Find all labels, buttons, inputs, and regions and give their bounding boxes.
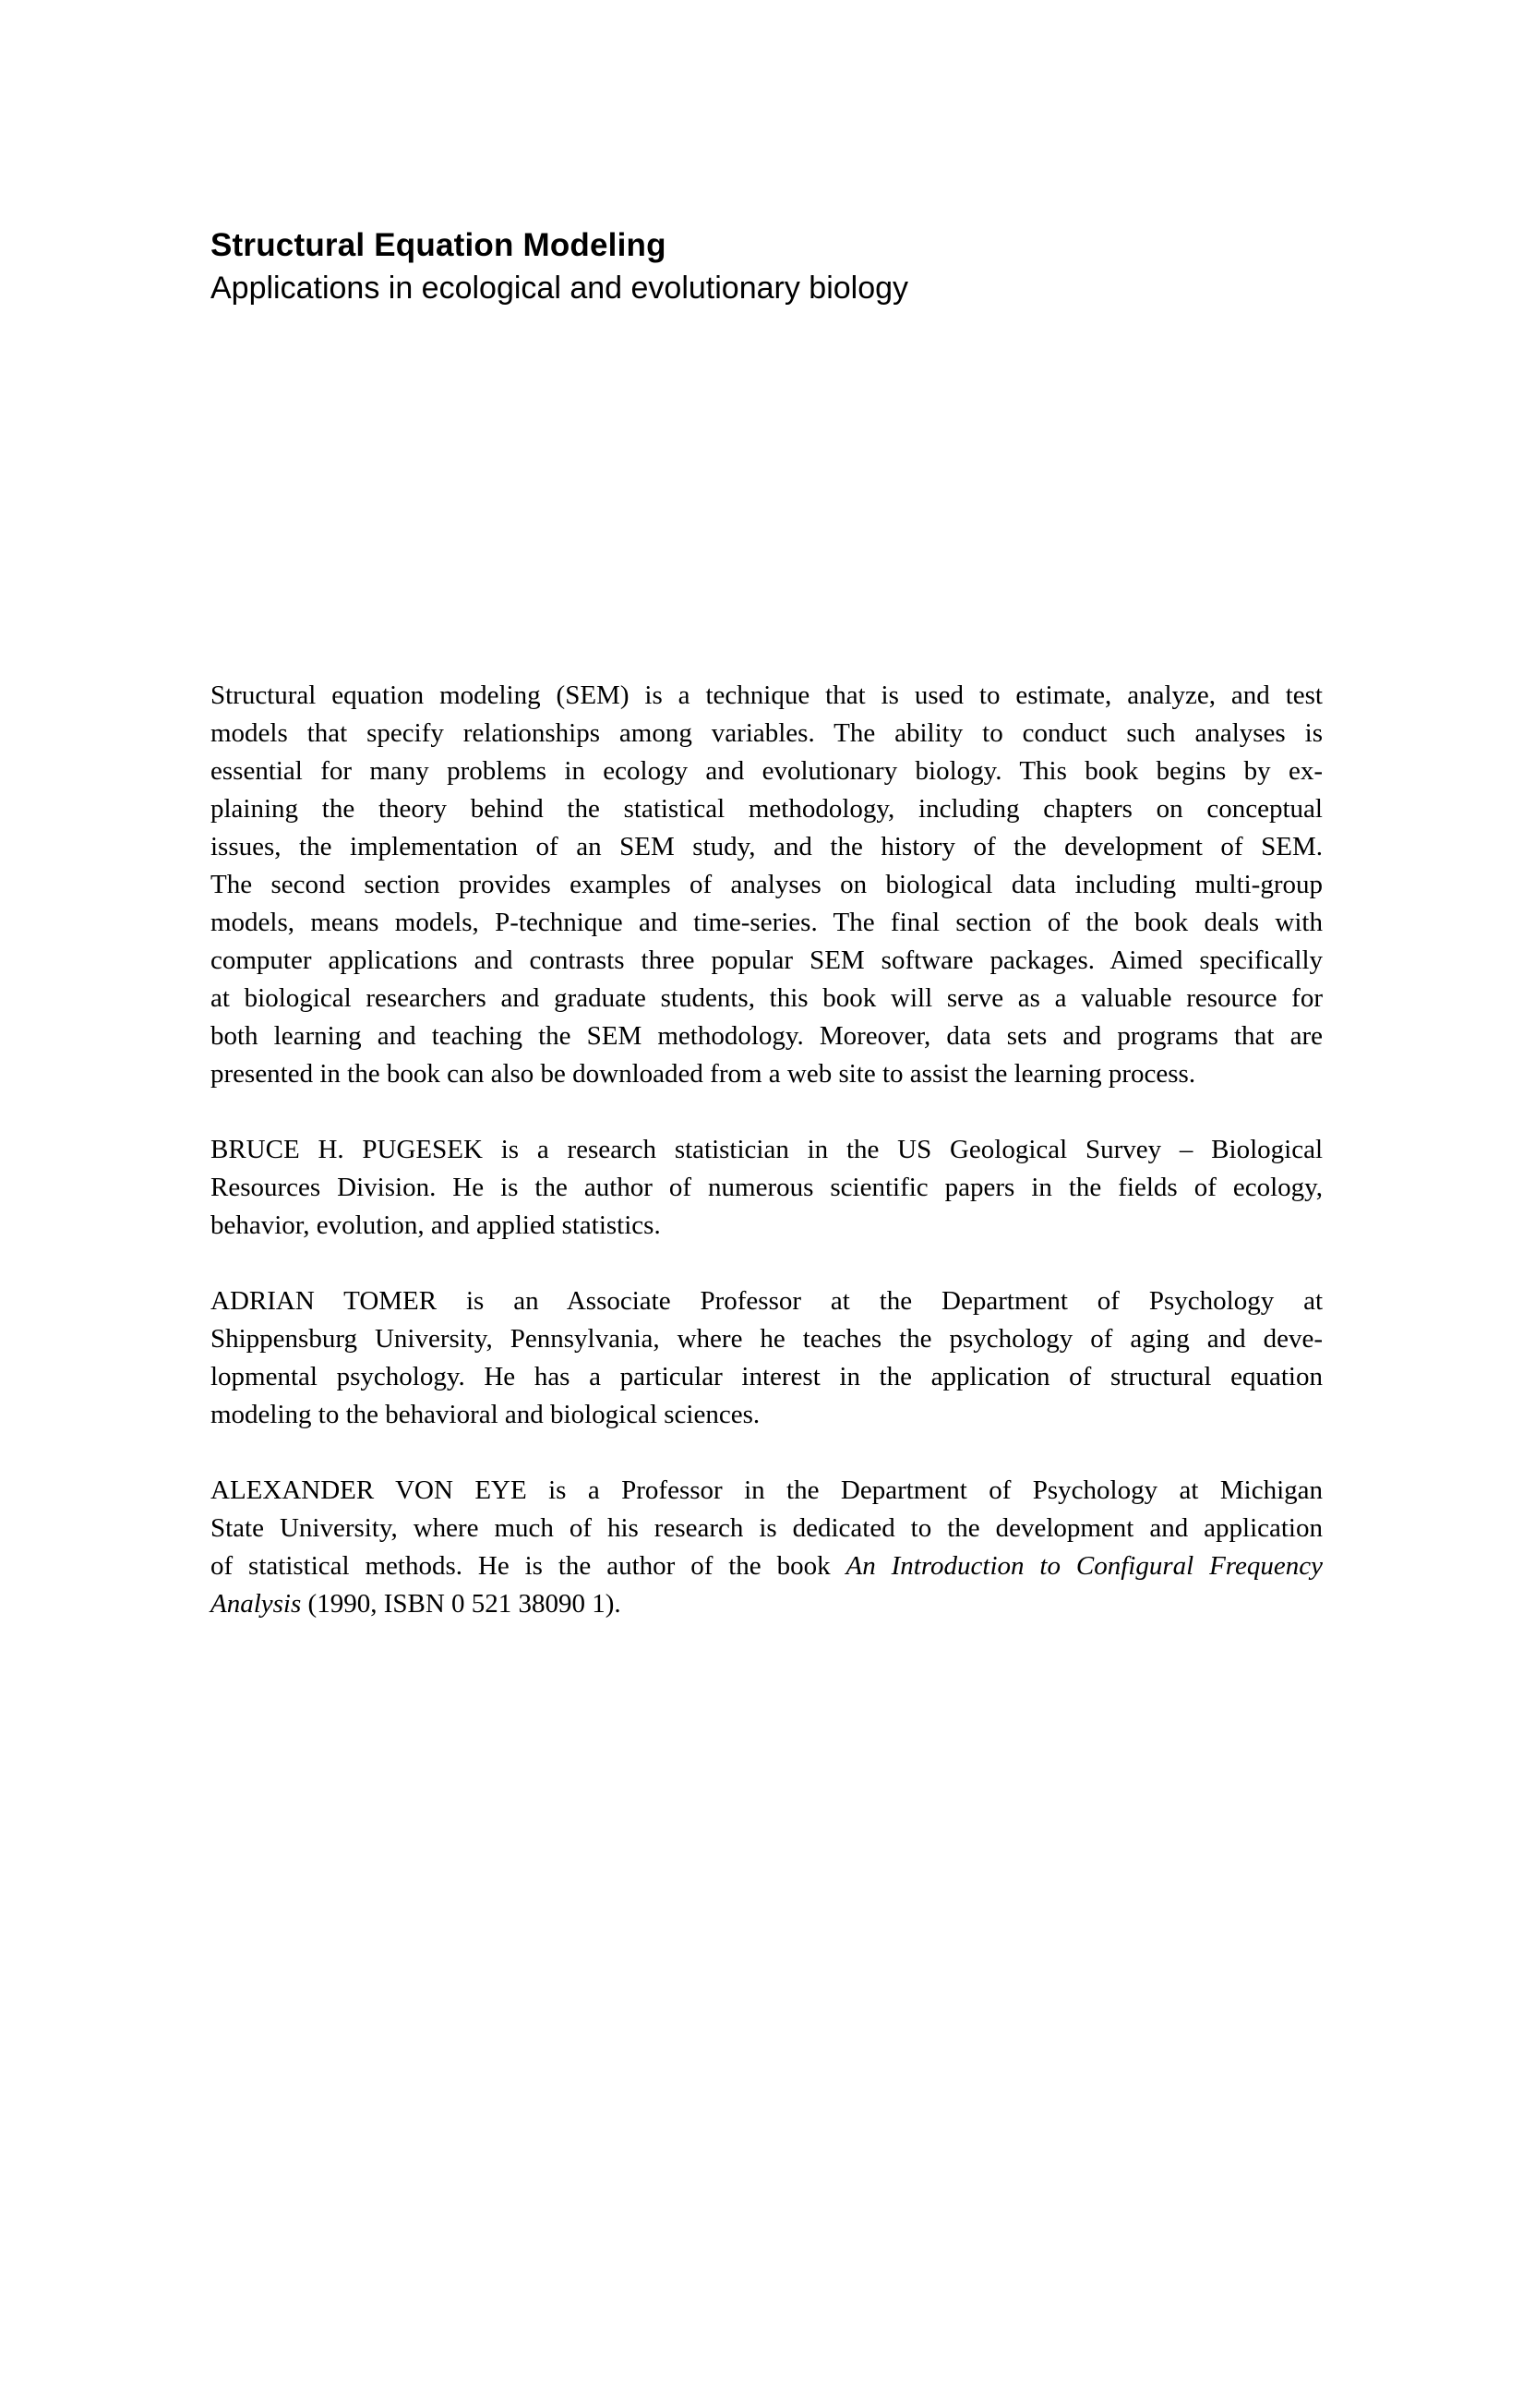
text-line bbox=[210, 1510, 1323, 1547]
paragraph-synopsis bbox=[210, 677, 1323, 1093]
text-segment: issues, the implementation of an SEM study, and the history of the development of SEM. bbox=[210, 832, 1323, 861]
text-line bbox=[210, 677, 1323, 715]
text-line bbox=[210, 1017, 1323, 1055]
text-line bbox=[210, 1585, 1323, 1623]
text-line bbox=[210, 1547, 1323, 1585]
text-segment: presented in the book can also be downloaded from a web site to assist the learning process. bbox=[210, 1059, 1196, 1089]
text-line bbox=[210, 942, 1323, 980]
text-segment: BRUCE H. PUGESEK is a research statistician in the US Geological Survey – Biological bbox=[210, 1135, 1323, 1164]
text-line bbox=[210, 1055, 1323, 1093]
text-segment: behavior, evolution, and applied statistics. bbox=[210, 1210, 661, 1240]
text-line bbox=[210, 828, 1323, 866]
text-line bbox=[210, 1472, 1323, 1510]
text-segment: essential for many problems in ecology and evolutionary biology. This book begins by ex- bbox=[210, 756, 1323, 786]
text-line bbox=[210, 1207, 1323, 1245]
text-line bbox=[210, 1282, 1323, 1320]
text-segment: The second section provides examples of analyses on biological data including multi-group bbox=[210, 870, 1323, 899]
title-block bbox=[210, 227, 1323, 307]
paragraph-author-bio-tomer bbox=[210, 1282, 1323, 1434]
book-subtitle: Applications in ecological and evolutionary biology bbox=[210, 271, 909, 306]
text-segment: Resources Division. He is the author of numerous scientific papers in the fields of ecology, bbox=[210, 1173, 1323, 1202]
text-line bbox=[210, 1169, 1323, 1207]
text-segment: models, means models, P-technique and time-series. The final section of the book deals with bbox=[210, 908, 1323, 937]
text-segment: (1990, ISBN 0 521 38090 1). bbox=[301, 1589, 621, 1619]
book-title: Structural Equation Modeling bbox=[210, 227, 666, 263]
text-line bbox=[210, 1396, 1323, 1434]
text-segment: Structural equation modeling (SEM) is a technique that is used to estimate, analyze, and test bbox=[210, 680, 1323, 710]
text-segment: computer applications and contrasts three popular SEM software packages. Aimed specifically bbox=[210, 945, 1323, 975]
book-reference-italic: Analysis bbox=[210, 1589, 302, 1619]
text-line bbox=[210, 1320, 1323, 1358]
text-line bbox=[210, 1358, 1323, 1396]
text-segment: of statistical methods. He is the author of the book bbox=[210, 1551, 846, 1581]
text-line bbox=[210, 866, 1323, 904]
book-reference-italic: An Introduction to Configural Frequency bbox=[845, 1551, 1323, 1581]
text-line bbox=[210, 980, 1323, 1017]
text-line bbox=[210, 715, 1323, 752]
text-line bbox=[210, 752, 1323, 790]
text-line bbox=[210, 1131, 1323, 1169]
text-segment: at biological researchers and graduate students, this book will serve as a valuable resource for bbox=[210, 983, 1323, 1013]
paragraph-author-bio-von-eye bbox=[210, 1472, 1323, 1623]
text-segment: lopmental psychology. He has a particular interest in the application of structural equation bbox=[210, 1362, 1323, 1391]
paragraph-author-bio-pugesek bbox=[210, 1131, 1323, 1245]
text-segment: plaining the theory behind the statistical methodology, including chapters on conceptual bbox=[210, 794, 1323, 824]
text-segment: ADRIAN TOMER is an Associate Professor at the Department of Psychology at bbox=[210, 1286, 1323, 1316]
text-segment: Shippensburg University, Pennsylvania, where he teaches the psychology of aging and deve- bbox=[210, 1324, 1323, 1354]
text-segment: modeling to the behavioral and biological sciences. bbox=[210, 1400, 761, 1429]
text-segment: State University, where much of his research is dedicated to the development and application bbox=[210, 1513, 1323, 1543]
text-line bbox=[210, 790, 1323, 828]
text-segment: models that specify relationships among variables. The ability to conduct such analyses is bbox=[210, 718, 1323, 748]
body-text bbox=[210, 677, 1323, 1623]
text-line bbox=[210, 904, 1323, 942]
text-segment: both learning and teaching the SEM methodology. Moreover, data sets and programs that are bbox=[210, 1021, 1323, 1051]
text-segment: ALEXANDER VON EYE is a Professor in the Department of Psychology at Michigan bbox=[210, 1475, 1323, 1505]
